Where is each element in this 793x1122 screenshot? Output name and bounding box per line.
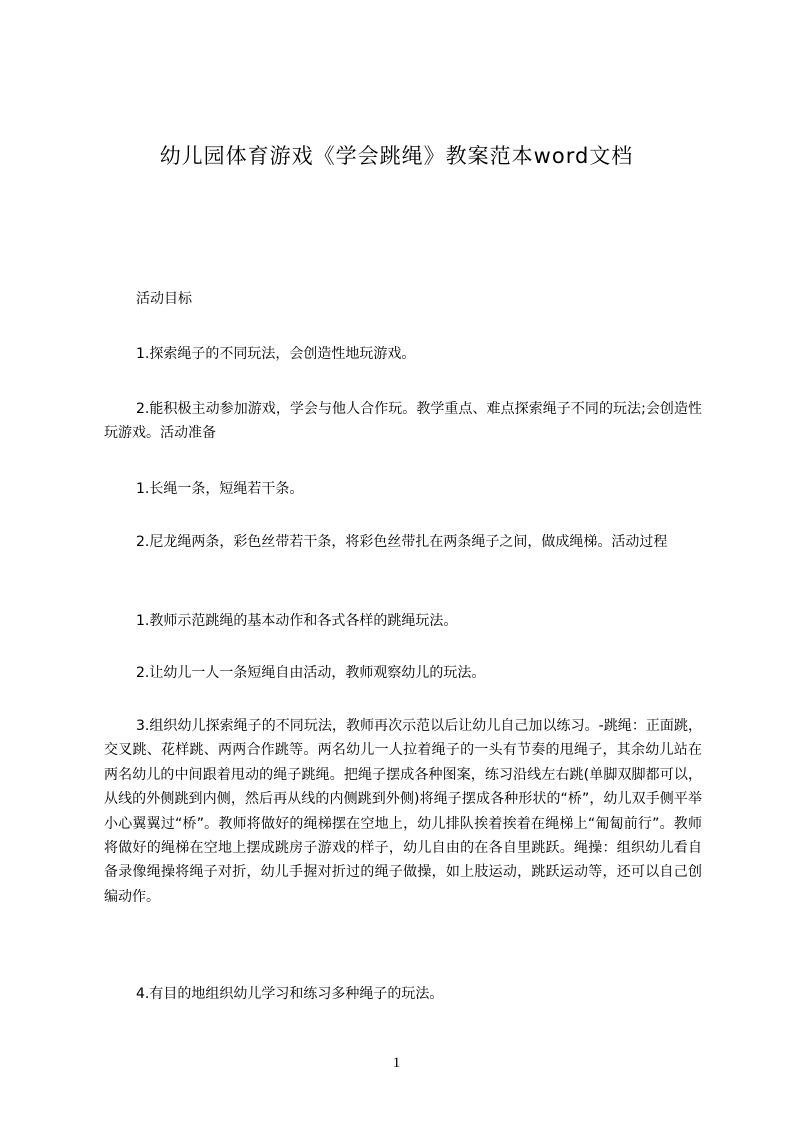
paragraph-process-3: 3.组织幼儿探索绳子的不同玩法，教师再次示范以后让幼儿自己加以练习。-跳绳：正面跳，交叉跳、花样跳、两两合作跳等。两名幼儿一人拉着绳子的一头有节奏的甩绳子，其余幼儿站在两名幼儿的中间跟着甩动的绳子跳绳。把绳子摆成各种图案，练习沿线左右跳(单脚双脚都可以，从线的外侧跳到内侧，然后再从线的内侧跳到外侧)将绳子摆成各种形状的“桥”，幼儿双手侧平举小心翼翼过“桥”。教师将做好的绳梯摆在空地上，幼儿排队挨着挨着在绳梯上“匍匐前行”。教师将做好的绳梯在空地上摆成跳房子游戏的样子，幼儿自由的在各自里跳跃。绳操：组织幼儿看自备录像绳操将绳子对折，幼儿手握对折过的绳子做操，如上肢运动，跳跃运动等，还可以自己创编动作。	[104, 718, 702, 905]
paragraph-process-2: 2.让幼儿一人一条短绳自由活动，教师观察幼儿的玩法。	[136, 665, 486, 681]
paragraph-prep-1: 1.长绳一条，短绳若干条。	[136, 481, 304, 497]
paragraph-goal-2: 2.能积极主动参加游戏，学会与他人合作玩。教学重点、难点探索绳子不同的玩法;会创造性玩游戏。活动准备	[104, 401, 702, 442]
page-number: 1	[392, 1055, 401, 1071]
section-heading-goals: 活动目标	[136, 291, 192, 307]
paragraph-goal-1: 1.探索绳子的不同玩法，会创造性地玩游戏。	[136, 346, 416, 362]
document-title: 幼儿园体育游戏《学会跳绳》教案范本word文档	[159, 144, 634, 168]
paragraph-process-4: 4.有目的地组织幼儿学习和练习多种绳子的玩法。	[136, 986, 444, 1002]
paragraph-process-1: 1.教师示范跳绳的基本动作和各式各样的跳绳玩法。	[136, 613, 458, 629]
paragraph-prep-2: 2.尼龙绳两条，彩色丝带若干条，将彩色丝带扎在两条绳子之间，做成绳梯。活动过程	[136, 534, 668, 550]
